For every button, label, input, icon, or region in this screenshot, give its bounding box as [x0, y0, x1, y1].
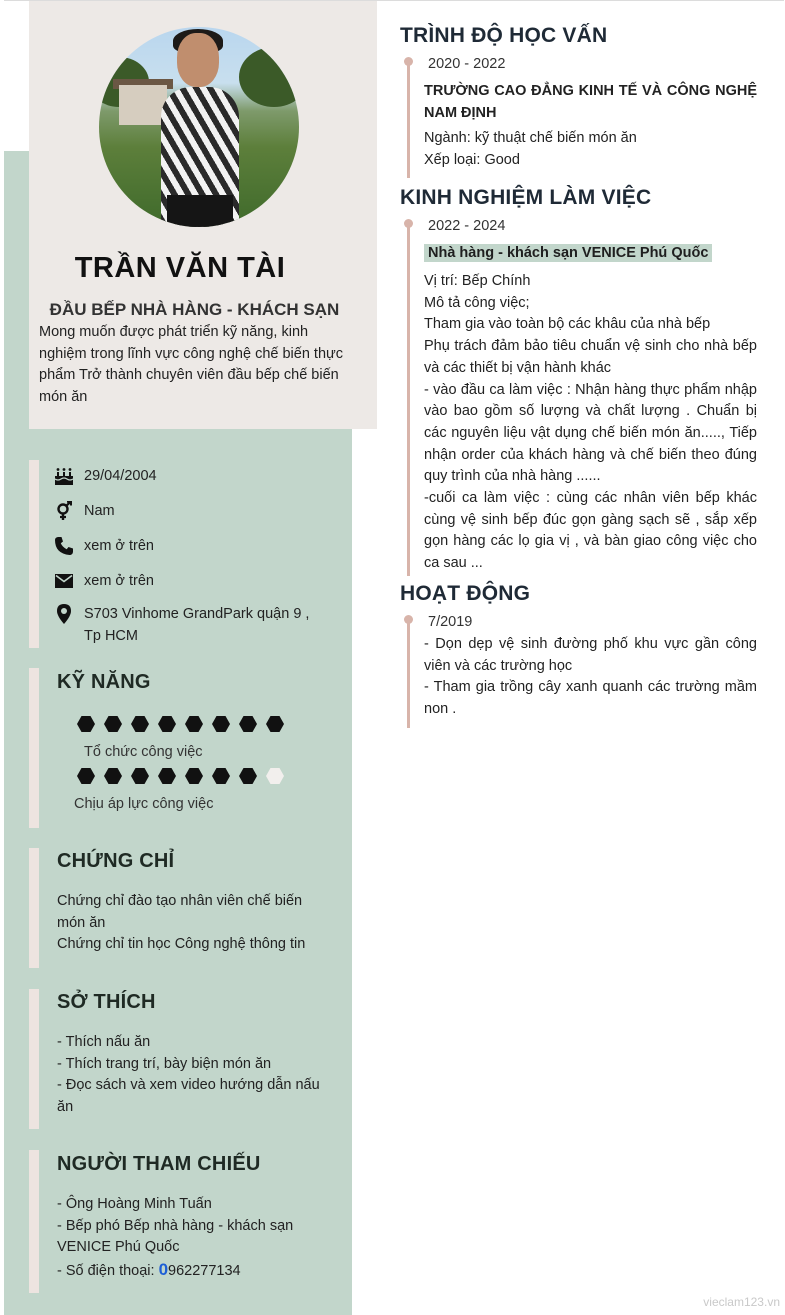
education-timeline	[407, 60, 410, 178]
rating-filled-hexagon	[131, 768, 149, 784]
education-grade: Xếp loại: Good	[424, 151, 520, 168]
reference-phone-number: 962277134	[168, 1263, 241, 1280]
hobbies-heading: SỞ THÍCH	[57, 991, 156, 1013]
gender-row	[54, 500, 314, 522]
experience-line: - vào đầu ca làm việc : Nhận hàng thực phẩm nhập vào bao gồm số lượng và chất lượng . Chuẩn bị các nguyên liệu vật dụng chế biến món ăn....., Tiếp nhận order của khách hàng và chế biến theo đúng quy trình của nhà hàng ......	[424, 381, 757, 485]
rating-filled-hexagon	[104, 768, 122, 784]
rating-filled-hexagon	[212, 768, 230, 784]
certificate-item: Chứng chỉ tin học Công nghệ thông tin	[57, 936, 306, 953]
rating-filled-hexagon	[185, 716, 203, 732]
education-details	[424, 80, 757, 171]
career-objective: Mong muốn được phát triển kỹ năng, kinh nghiệm trong lĩnh vực công nghệ chế biến thực phẩm Trở thành chuyên viên đầu bếp chế biến món ăn	[39, 324, 343, 406]
activities-heading: HOẠT ĐỘNG	[400, 582, 531, 605]
address-row	[54, 603, 314, 647]
hobbies-section-bar	[29, 989, 39, 1129]
rating-empty-hexagon	[266, 768, 284, 784]
activities-timeline	[407, 618, 410, 728]
email-icon	[54, 570, 84, 592]
experience-line: -cuối ca làm việc : cùng các nhân viên bếp khác cùng vệ sinh bếp đúc gọn gàng sạch sẽ , sắp xếp gọn hàng các lọ gia vị , và bàn giao công việc cho ca sau ...	[424, 490, 757, 572]
certificate-item: Chứng chỉ đào tạo nhân viên chế biến món ăn	[57, 893, 303, 931]
skill-rating-1	[77, 716, 284, 732]
timeline-dot	[404, 57, 413, 66]
experience-details	[424, 271, 757, 575]
watermark: vieclam123.vn	[703, 1295, 780, 1309]
rating-filled-hexagon	[185, 768, 203, 784]
skill-rating-2	[77, 768, 284, 784]
rating-filled-hexagon	[131, 716, 149, 732]
phone-value: xem ở trên	[84, 538, 154, 554]
rating-filled-hexagon	[77, 768, 95, 784]
experience-line: Mô tả công việc;	[424, 294, 530, 311]
address-value: S703 Vinhome GrandPark quận 9 , Tp HCM	[84, 606, 310, 644]
reference-position: - Bếp phó Bếp nhà hàng - khách sạn VENICE Phú Quốc	[57, 1217, 294, 1256]
candidate-role: ĐẦU BẾP NHÀ HÀNG - KHÁCH SẠN	[49, 300, 340, 319]
rating-filled-hexagon	[212, 716, 230, 732]
hobbies-list	[57, 1032, 322, 1119]
timeline-dot	[404, 615, 413, 624]
rating-filled-hexagon	[104, 716, 122, 732]
phone-row	[54, 535, 314, 557]
location-pin-icon	[54, 603, 84, 625]
hobby-item: - Thích nấu ăn	[57, 1034, 151, 1050]
company-name: Nhà hàng - khách sạn VENICE Phú Quốc	[424, 244, 712, 262]
phone-icon	[54, 535, 84, 557]
rating-filled-hexagon	[239, 716, 257, 732]
certificates-list	[57, 891, 322, 956]
birthday-cake-icon	[54, 465, 84, 487]
reference-phone-first-digit: 0	[158, 1260, 169, 1280]
activity-line: - Dọn dẹp vệ sinh đường phố khu vực gần công viên và các trường học	[424, 636, 757, 674]
hobby-item: - Thích trang trí, bày biện món ăn	[57, 1055, 272, 1072]
certificates-section-bar	[29, 848, 39, 968]
education-major: Ngành: kỹ thuật chế biến món ăn	[424, 130, 637, 146]
experience-line: Vị trí: Bếp Chính	[424, 273, 531, 289]
education-heading: TRÌNH ĐỘ HỌC VẤN	[400, 24, 608, 47]
rating-filled-hexagon	[77, 716, 95, 732]
activities-period: 7/2019	[428, 614, 473, 630]
reference-phone-label: - Số điện thoại:	[57, 1263, 159, 1280]
skill-label-1: Tổ chức công việc	[84, 744, 203, 760]
rating-filled-hexagon	[266, 716, 284, 732]
reference-person: - Ông Hoàng Minh Tuấn	[57, 1196, 212, 1212]
email-row	[54, 570, 314, 592]
activity-line: - Tham gia trồng cây xanh quanh các trường mầm non .	[424, 679, 757, 718]
avatar	[99, 27, 299, 227]
skills-heading: KỸ NĂNG	[57, 671, 151, 693]
rating-filled-hexagon	[158, 716, 176, 732]
email-value: xem ở trên	[84, 573, 154, 589]
reference-phone	[57, 1259, 307, 1283]
birthday-value: 29/04/2004	[84, 468, 157, 484]
experience-heading: KINH NGHIỆM LÀM VIỆC	[400, 186, 652, 209]
activities-details	[424, 634, 757, 721]
skills-section-bar	[29, 668, 39, 828]
timeline-dot	[404, 219, 413, 228]
gender-icon	[54, 500, 84, 522]
references-section-bar	[29, 1150, 39, 1293]
certificates-heading: CHỨNG CHỈ	[57, 850, 175, 872]
experience-line: Tham gia vào toàn bộ các khâu của nhà bếp	[424, 316, 711, 333]
references-list	[57, 1194, 307, 1283]
references-heading: NGƯỜI THAM CHIẾU	[57, 1153, 261, 1175]
experience-line: Phụ trách đảm bảo tiêu chuẩn vệ sinh cho nhà bếp và các thiết bị vận hành khác	[424, 338, 757, 376]
experience-period: 2022 - 2024	[428, 218, 506, 234]
skill-label-2: Chịu áp lực công việc	[74, 796, 214, 812]
experience-timeline	[407, 222, 410, 576]
education-period: 2020 - 2022	[428, 56, 506, 72]
hobby-item: - Đọc sách và xem video hướng dẫn nấu ăn	[57, 1077, 320, 1116]
rating-filled-hexagon	[239, 768, 257, 784]
school-name: TRƯỜNG CAO ĐẲNG KINH TẾ VÀ CÔNG NGHỆ NAM ĐỊNH	[424, 83, 757, 121]
gender-value: Nam	[84, 503, 115, 519]
rating-filled-hexagon	[158, 768, 176, 784]
contact-section-bar	[29, 460, 39, 648]
candidate-name: TRẦN VĂN TÀI	[74, 252, 286, 284]
birthday-row	[54, 465, 314, 487]
